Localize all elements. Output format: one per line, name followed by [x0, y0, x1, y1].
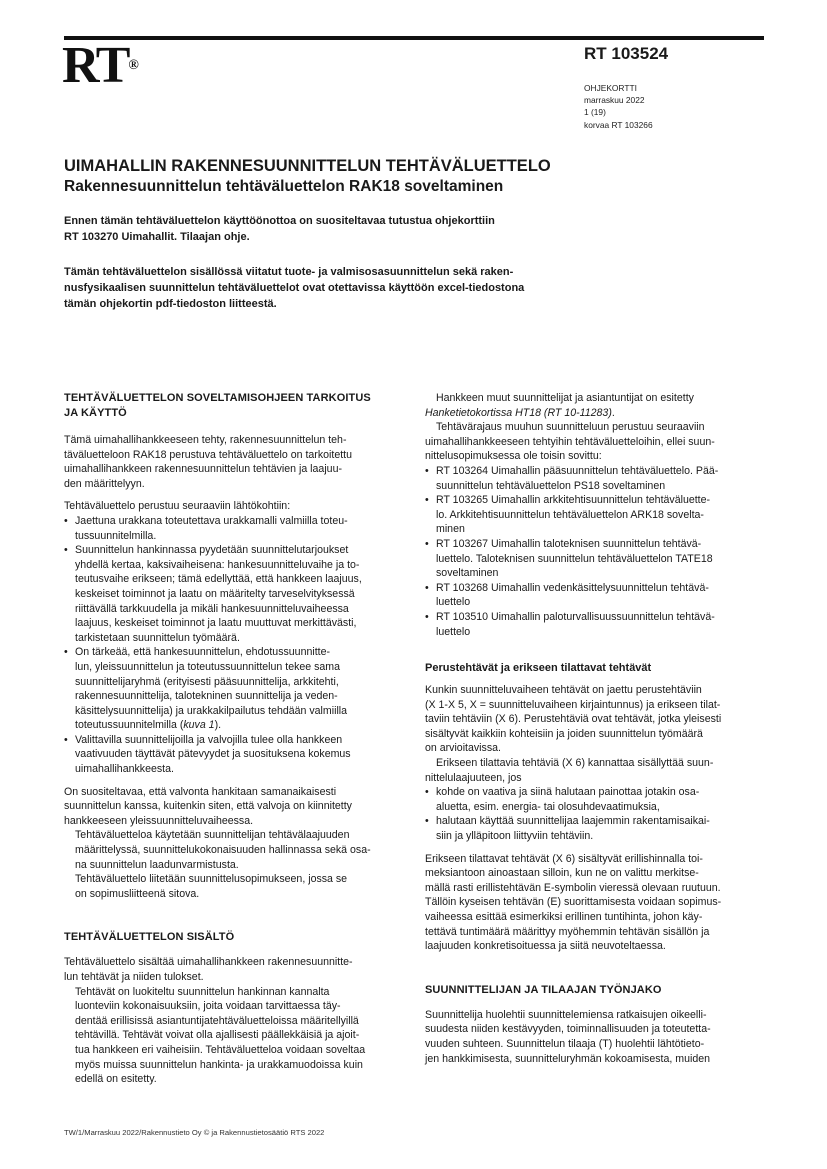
paragraph: Kunkin suunnitteluvaiheen tehtävät on jaettu perustehtäviin (X 1-X 5, X = suunnitteluvaiheen kirjaintunnus) ja erikseen tilat- taviin tehtäviin (X 6). Perustehtäviä ovat tehtävät, jotka yleisesti sisältyvät kaikkiin kohteisiin ja joiden suunnittelun työmäärä on arvioitavissa. — [425, 684, 722, 755]
list-item: • RT 103264 Uimahallin pääsuunnittelun tehtäväluettelo. Pää- suunnittelun tehtäväluettelon PS18 soveltaminen — [425, 464, 765, 493]
paragraph: Erikseen tilattavat tehtävät (X 6) sisältyvät erillishinnalla toi- meksiantoon ainoastaan silloin, kun ne on valittu merkitse- mällä rasti erillistehtävän E-symbolin vieressä olevaan ruutuun. Tällöin kyseisen tehtävän (E) suorittamisesta voidaan sopimus- vaiheessa esittää esimerkiksi erillinen tuntihinta, johon käy- tettävä tuntimäärä määrittyy myöhemmin tehtävän sisällön ja laajuuden konkretisoituessa ja siitä neuvoteltaessa. — [425, 852, 722, 953]
header-rule — [64, 36, 764, 40]
section-heading-purpose: TEHTÄVÄLUETTELON SOVELTAMISOHJEEN TARKOITUS JA KÄYTTÖ — [64, 392, 371, 419]
paragraph: Tehtäväluettelo liitetään suunnittelusopimukseen, jossa se on sopimusliitteenä sitova. — [75, 873, 348, 900]
paragraph: On suositeltavaa, että valvonta hankitaan samanaikaisesti suunnittelun kanssa, kuitenkin siten, että valvoja on kiinnitetty hankkeeseen yleissuunnitteluvaiheessa. — [64, 785, 352, 827]
page-subtitle: Rakennesuunnittelun tehtäväluettelon RAK18 soveltaminen — [64, 178, 504, 195]
paragraph: Tämä uimahallihankkeeseen tehty, rakennesuunnittelun teh- täväluetteloon RAK18 perustuva tehtäväluettelo on tarkoitettu uimahallihankkeen rakennesuunnittelun tehtävien ja laajuu- den määrittelyyn. — [64, 434, 352, 490]
page-footer: TW/1/Marraskuu 2022/Rakennustieto Oy © ja Rakennustietosäätiö RTS 2022 — [64, 1128, 325, 1137]
reference-link-ht18: Hanketietokortissa HT18 (RT 10-11283) — [425, 406, 612, 419]
subsection-heading-tasks: Perustehtävät ja erikseen tilattavat tehtävät — [425, 662, 652, 675]
rt-logo: RT® — [62, 37, 139, 94]
paragraph: Hanketietokortissa HT18 (RT 10-11283). — [425, 406, 615, 419]
list-item: • RT 103268 Uimahallin vedenkäsittelysuunnittelun tehtävä- luettelo — [425, 581, 765, 610]
paragraph: Tehtäväluettelo sisältää uimahallihankkeen rakennesuunnitte- lun tehtävät ja niiden tulokset. — [64, 956, 353, 983]
document-number: RT 103524 — [584, 44, 669, 63]
right-column — [425, 391, 765, 1066]
paragraph: Suunnittelija huolehtii suunnittelemiensa ratkaisujen oikeelli- suudesta niiden kestävyyden, toiminnallisuuden ja toteutetta- vuuden suhteen. Suunnittelun tilaaja (T) huolehtii lähtötieto- jen hankkimisesta, suunnitteluryhmän kokoamisesta, muiden — [425, 1008, 711, 1065]
list-item: • halutaan käyttää suunnittelijaa laajemmin rakentamisaikai- siin ja ylläpitoon liittyviin tehtäviin. — [425, 814, 765, 843]
paragraph: Erikseen tilattavia tehtäviä (X 6) kannattaa sisällyttää suun- — [436, 757, 714, 770]
document-meta: OHJEKORTTI marraskuu 2022 1 (19) korvaa RT 103266 — [584, 83, 653, 130]
list-item: • On tärkeää, että hankesuunnittelun, ehdotussuunnitte- lun, yleissuunnittelun ja toteutussuunnittelun tekee sama suunnittelijaryhmä (erityisesti pääsuunnittelija, arkkitehti, rakennesuunnittelija, talotekninen suunnittelija ja veden- käsittelysuunnittelija) ja urakkakilpailutus tehdään valmiilla toteutussuunnitelmilla (kuva 1). — [64, 645, 404, 733]
left-column — [64, 391, 404, 1087]
section-heading-content: TEHTÄVÄLUETTELON SISÄLTÖ — [64, 931, 235, 944]
intro-paragraph-2: Tämän tehtäväluettelon sisällössä viitatut tuote- ja valmisosasuunnittelun sekä raken- nusfysikaalisen suunnittelun tehtäväluettelot ovat otettavissa käyttöön excel-tiedostona tämän ohjekortin pdf-tiedoston liitteestä. — [64, 266, 525, 310]
paragraph: Tehtäväluettelo perustuu seuraaviin lähtökohtiin: — [64, 500, 291, 513]
paragraph: Tehtävärajaus muuhun suunnitteluun perustuu seuraaviin — [436, 421, 705, 434]
list-item: • RT 103510 Uimahallin paloturvallisuussuunnittelun tehtävä- luettelo — [425, 610, 765, 639]
paragraph: Tehtäväluetteloa käytetään suunnittelijan tehtävälaajuuden määrittelyssä, suunnittelukokonaisuuden hallinnassa sekä osa- na suunnittelun laadunvarmistusta. — [75, 829, 371, 871]
page-title: UIMAHALLIN RAKENNESUUNNITTELUN TEHTÄVÄLUETTELO — [64, 157, 551, 175]
paragraph: uimahallihankkeeseen tehtyihin tehtäväluetteloihin, ellei suun- nittelusopimuksessa ole toisin sovittu: — [425, 435, 715, 463]
list-item: • kohde on vaativa ja siinä halutaan painottaa jotakin osa- aluetta, esim. energia- tai olosuhdevaatimuksia, — [425, 785, 765, 814]
figure-reference: kuva 1 — [183, 719, 215, 732]
section-heading-division-of-work: SUUNNITTELIJAN JA TILAAJAN TYÖNJAKO — [425, 983, 662, 996]
list-item: • Suunnittelun hankinnassa pyydetään suunnittelutarjoukset yhdellä kertaa, kaksivaiheisena: hankesuunnitteluvaihe ja to- teutusvaihe erikseen; tämä edellyttää, että hankkeen laajuus, keskeiset toiminnot ja laatu on määritelty tarveselvityksessä riittävällä tarkkuudella ja mikäli hankesuunnitteluvaiheessa laajuus, keskeiset toiminnot ja laatu muuttuvat merkittävästi, tarkistetaan suunnittelun työmäärä. — [64, 543, 404, 645]
intro-paragraph-1: Ennen tämän tehtäväluettelon käyttöönottoa on suositeltavaa tutustua ohjekorttiin RT 103270 Uimahallit. Tilaajan ohje. — [64, 215, 495, 243]
list-item: • RT 103267 Uimahallin taloteknisen suunnittelun tehtävä- luettelo. Taloteknisen suunnittelun tehtäväluettelon TATE18 soveltaminen — [425, 537, 765, 581]
list-item: • RT 103265 Uimahallin arkkitehtisuunnittelun tehtäväluette- lo. Arkkitehtisuunnittelun tehtäväluettelon ARK18 sovelta- minen — [425, 493, 765, 537]
paragraph: Tehtävät on luokiteltu suunnittelun hankinnan kannalta luonteviin kokonaisuuksiin, joita voidaan tarvittaessa täy- dentää erillisissä asiantuntijatehtäväluetteloissa määritellyillä tehtävillä. Tehtävät voivat olla ajallisesti päällekkäisiä ja ajoit- tua hankkeen eri vaiheisiin. Tehtäväluetteloa voidaan soveltaa myös muissa suunnittelun hankinta- ja urakkamuodoissa kuin edellä on esitetty. — [75, 985, 366, 1086]
list-item: • Valittavilla suunnittelijoilla ja valvojilla tulee olla hankkeen vaativuuden täyttävät pätevyydet ja suosituksena kokemus uimahallihankkeesta. — [64, 733, 404, 777]
paragraph: Hankkeen muut suunnittelijat ja asiantuntijat on esitetty — [436, 392, 694, 404]
paragraph: nittelulaajuuteen, jos — [425, 771, 522, 784]
list-item: • Jaettuna urakkana toteutettava urakkamalli valmiilla toteu- tussuunnitelmilla. — [64, 514, 404, 543]
